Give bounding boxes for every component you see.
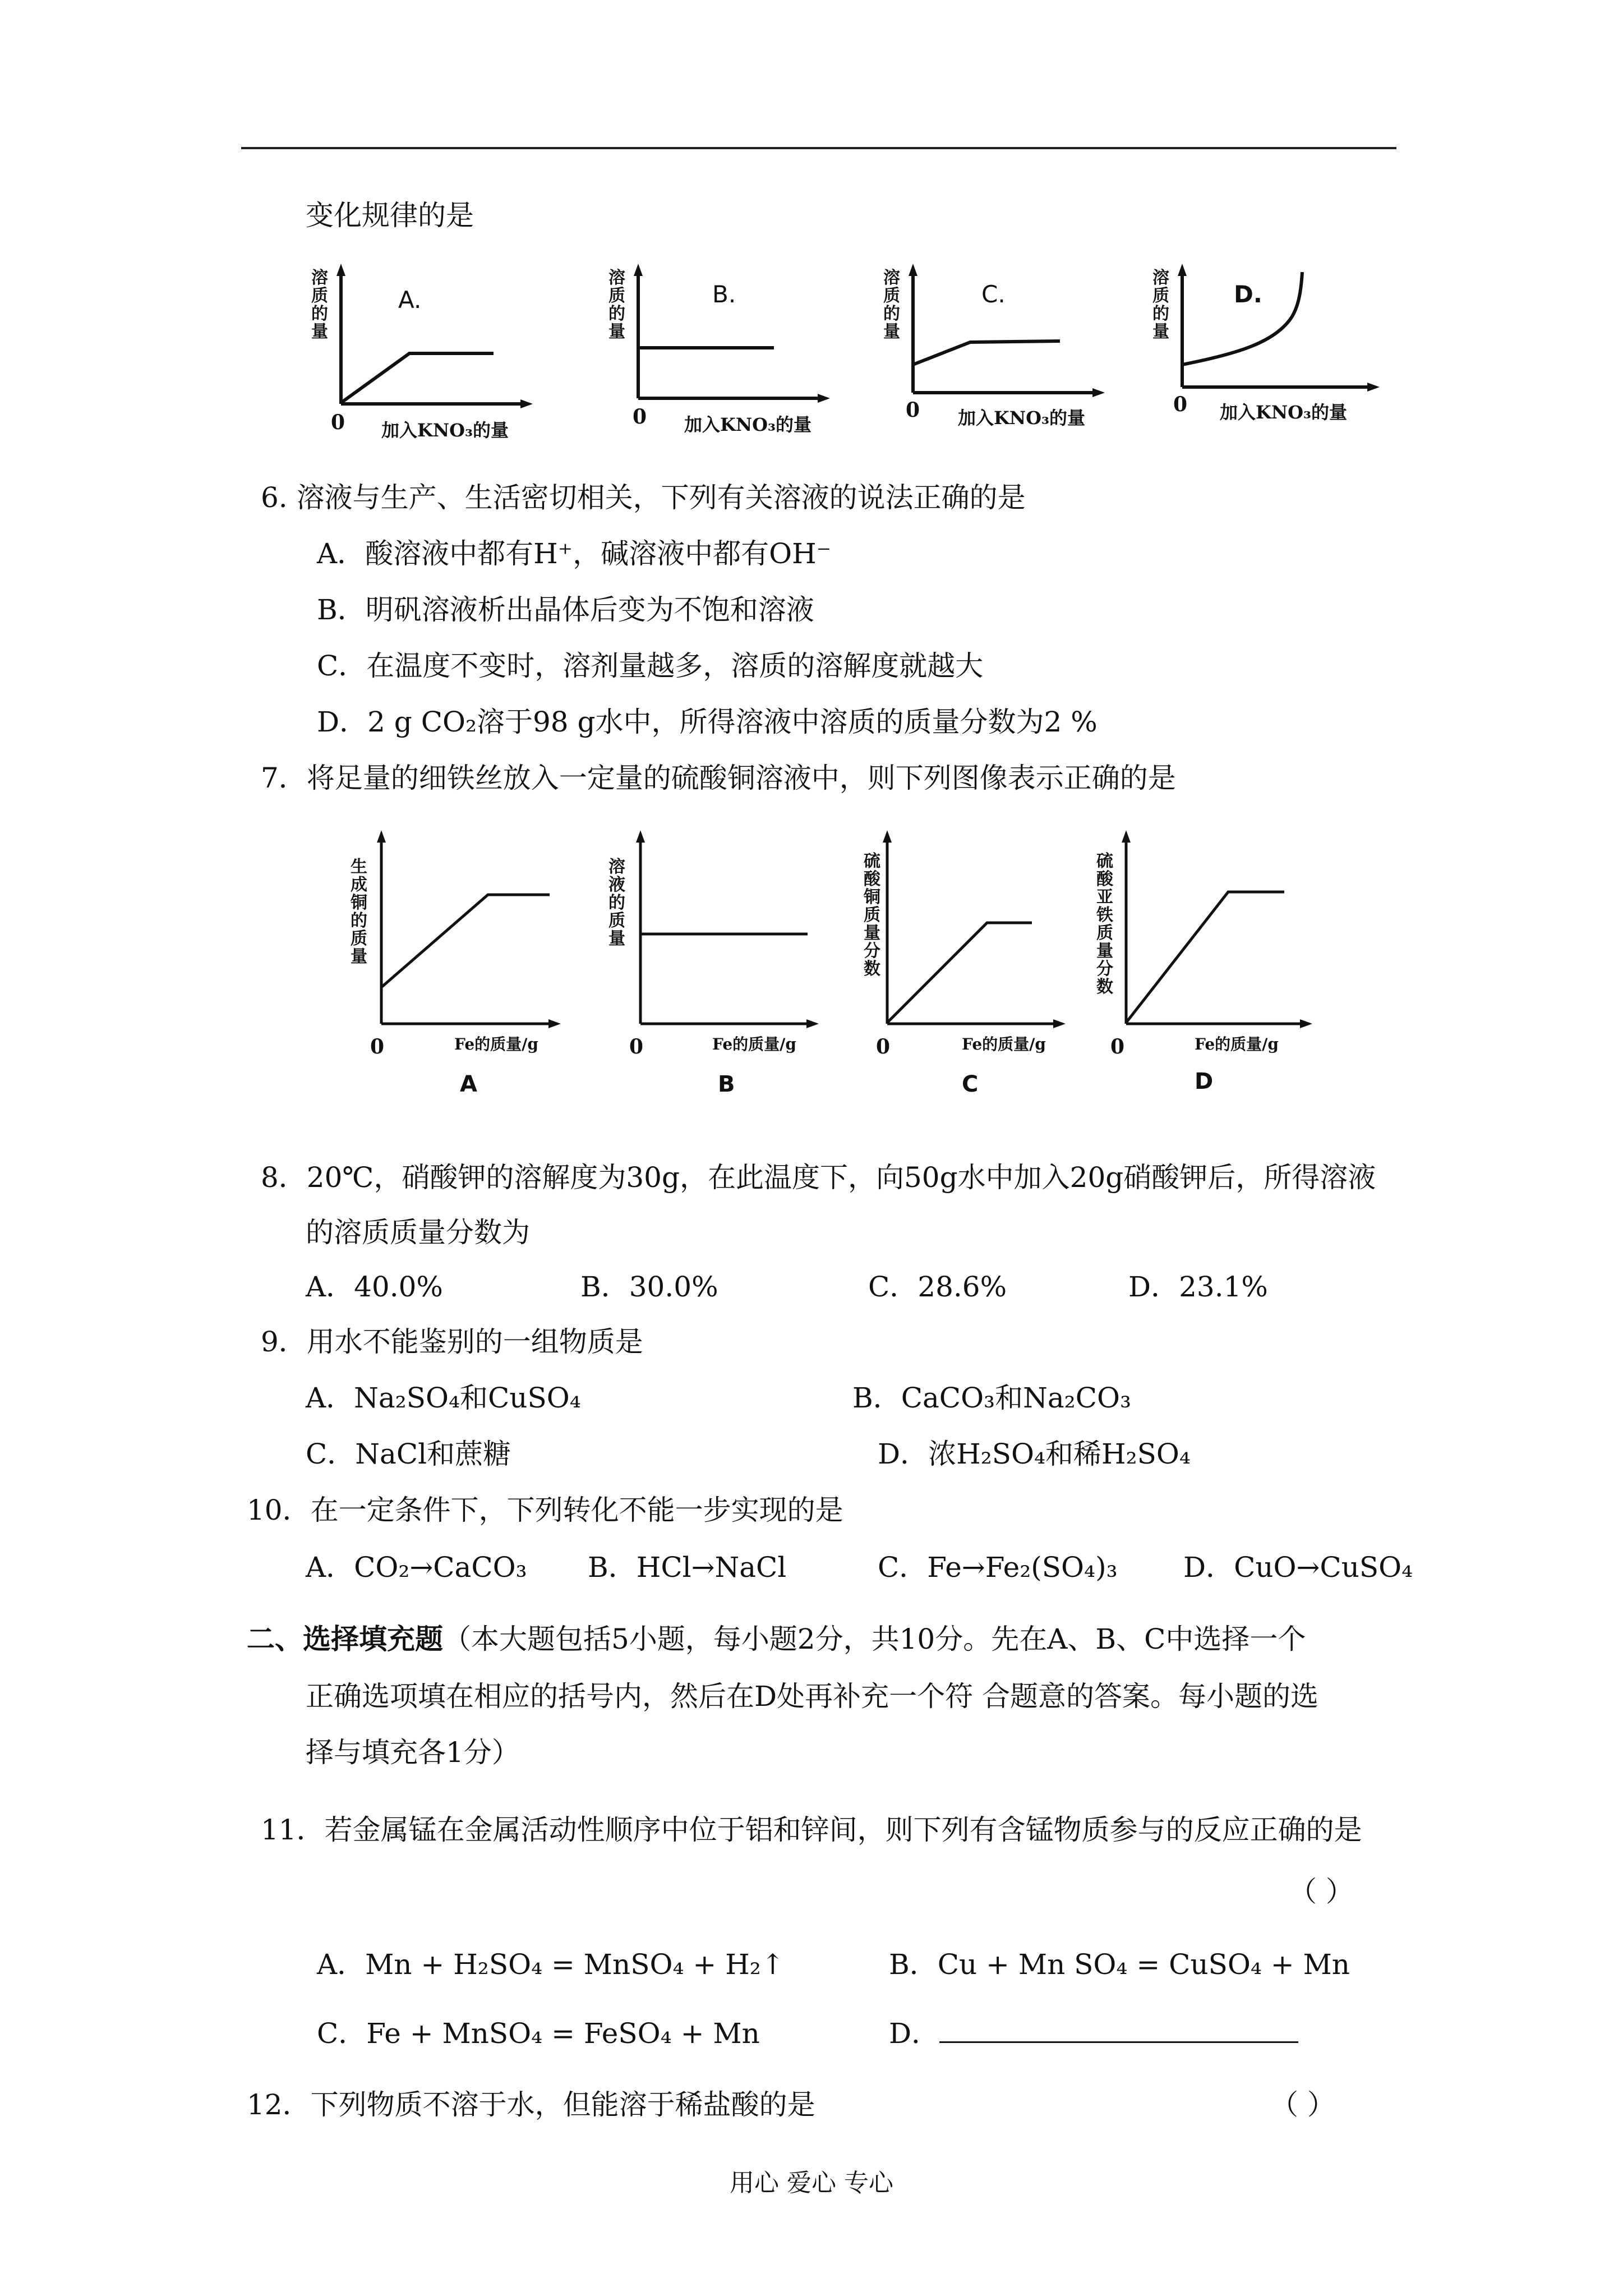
y-axis-label: 溶质的量	[311, 268, 328, 342]
graph-caption: A	[460, 1071, 477, 1097]
q5-tail: 变化规律的是	[306, 199, 474, 232]
q5-graph-a	[303, 264, 544, 443]
x-axis-label: Fe的质量/g	[454, 1035, 538, 1053]
chart-7a-svg	[348, 830, 583, 1055]
y-axis-label: 硫酸铜质量分数	[864, 852, 880, 979]
origin-label: 0	[633, 405, 647, 429]
q9-stem: 9．用水不能鉴别的一组物质是	[261, 1326, 643, 1358]
q6-stem: 6. 溶液与生产、生活密切相关，下列有关溶液的说法正确的是	[261, 481, 1026, 514]
q10-stem: 10．在一定条件下，下列转化不能一步实现的是	[247, 1494, 843, 1526]
q8-option-b: B．30.0%	[580, 1271, 718, 1303]
q5-graph-d	[1144, 264, 1402, 443]
section2-title: 二、选择填充题	[247, 1622, 443, 1655]
q8-stem-line1: 8．20℃，硝酸钾的溶解度为30g，在此温度下，向50g水中加入20g硝酸钾后，所得溶液	[261, 1161, 1376, 1194]
curve-a	[341, 353, 494, 403]
origin-label: 0	[1173, 393, 1188, 416]
x-axis-label: Fe的质量/g	[962, 1035, 1046, 1053]
x-axis-label: 加入KNO₃的量	[381, 420, 509, 441]
graph-letter: B.	[712, 280, 736, 308]
header-rule	[241, 147, 1396, 149]
q5-graph-c	[875, 264, 1133, 443]
x-axis-label: 加入KNO₃的量	[958, 407, 1085, 429]
q9-option-b: B．CaCO₃和Na₂CO₃	[852, 1382, 1131, 1414]
x-axis-label: Fe的质量/g	[712, 1035, 796, 1053]
q9-option-c: C．NaCl和蔗糖	[306, 1438, 511, 1470]
q11-option-d	[889, 2016, 1298, 2051]
section2-text1: （本大题包括5小题，每小题2分，共10分。先在A、B、C中选择一个	[443, 1623, 1306, 1655]
graph-caption: D	[1195, 1069, 1214, 1094]
q10-option-c: C．Fe→Fe₂(SO₄)₃	[878, 1551, 1118, 1584]
q7-graph-a	[348, 830, 583, 1111]
q11-answer-bracket: （ ）	[1289, 1875, 1354, 1908]
q6-option-b: B．明矾溶液析出晶体后变为不饱和溶液	[317, 593, 814, 626]
chart-7d-svg	[1094, 830, 1340, 1055]
y-axis-label: 溶质的量	[1152, 268, 1169, 342]
q5-graph-b	[600, 264, 841, 443]
q8-option-c: C．28.6%	[868, 1271, 1007, 1303]
origin-label: 0	[629, 1035, 644, 1059]
q11-stem: 11．若金属锰在金属活动性顺序中位于铝和锌间，则下列有含锰物质参与的反应正确的是	[261, 1814, 1362, 1846]
q9-option-d: D．浓H₂SO₄和稀H₂SO₄	[878, 1438, 1191, 1470]
q11-option-a: A．Mn + H₂SO₄ = MnSO₄ + H₂↑	[317, 1948, 785, 1981]
y-axis-label: 溶质的量	[608, 268, 625, 342]
q6-option-c: C．在温度不变时，溶剂量越多，溶质的溶解度就越大	[317, 650, 984, 682]
q7-graph-d	[1094, 830, 1340, 1111]
q11-option-c: C．Fe + MnSO₄ = FeSO₄ + Mn	[317, 2017, 760, 2050]
chart-7b-svg	[600, 830, 836, 1055]
q7-stem: 7．将足量的细铁丝放入一定量的硫酸铜溶液中，则下列图像表示正确的是	[261, 762, 1176, 794]
graph-caption: C	[962, 1071, 979, 1097]
x-axis-label: Fe的质量/g	[1195, 1035, 1279, 1053]
graph-letter: D.	[1234, 280, 1262, 308]
q12-stem: 12．下列物质不溶于水，但能溶于稀盐酸的是	[247, 2088, 815, 2121]
q8-option-a: A．40.0%	[306, 1271, 443, 1303]
graph-letter: A.	[398, 286, 422, 314]
q12-answer-bracket: （ ）	[1270, 2088, 1335, 2121]
origin-label: 0	[876, 1035, 891, 1059]
x-axis-label: 加入KNO₃的量	[684, 414, 811, 435]
origin-label: 0	[331, 411, 345, 434]
q9-option-a: A．Na₂SO₄和CuSO₄	[306, 1382, 581, 1414]
curve-7c	[887, 923, 1032, 1023]
x-axis-label: 加入KNO₃的量	[1220, 402, 1347, 423]
q11-fill-blank[interactable]	[939, 2017, 1298, 2043]
q10-option-b: B．HCl→NaCl	[588, 1551, 787, 1584]
origin-label: 0	[370, 1035, 385, 1059]
q8-option-d: D．23.1%	[1128, 1271, 1268, 1303]
q7-graph-c	[852, 830, 1088, 1111]
chart-7c-svg	[852, 830, 1088, 1055]
origin-label: 0	[906, 398, 920, 422]
y-axis-label: 溶液的质量	[608, 857, 625, 949]
q6-option-d: D．2 g CO₂溶于98 g水中，所得溶液中溶质的质量分数为2 %	[317, 706, 1098, 738]
q10-option-a: A．CO₂→CaCO₃	[306, 1551, 527, 1584]
origin-label: 0	[1110, 1035, 1125, 1059]
curve-7a	[381, 895, 550, 987]
y-axis-label: 生成铜的质量	[351, 857, 367, 967]
q8-stem-line2: 的溶质质量分数为	[306, 1216, 530, 1249]
q11-option-b: B．Cu + Mn SO₄ = CuSO₄ + Mn	[889, 1948, 1350, 1981]
curve-7d	[1126, 892, 1284, 1023]
section2-text3: 择与填充各1分）	[306, 1736, 520, 1769]
page-footer: 用心 爱心 专心	[730, 2169, 893, 2197]
x-arrow	[520, 399, 533, 408]
graph-caption: B	[718, 1071, 735, 1097]
section2-text2: 正确选项填在相应的括号内，然后在D处再补充一个符 合题意的答案。每小题的选	[306, 1680, 1318, 1713]
section2-intro	[247, 1621, 1306, 1657]
graph-letter: C.	[981, 280, 1006, 308]
q11-option-d-label: D．	[889, 2017, 940, 2050]
y-axis-label: 硫酸亚铁质量分数	[1096, 852, 1113, 997]
q7-graph-b	[600, 830, 836, 1111]
y-arrow	[336, 264, 345, 276]
q6-option-a: A．酸溶液中都有H⁺，碱溶液中都有OH⁻	[317, 537, 832, 570]
curve-c	[913, 341, 1060, 365]
q10-option-d: D．CuO→CuSO₄	[1183, 1551, 1413, 1584]
y-axis-label: 溶质的量	[883, 268, 900, 342]
